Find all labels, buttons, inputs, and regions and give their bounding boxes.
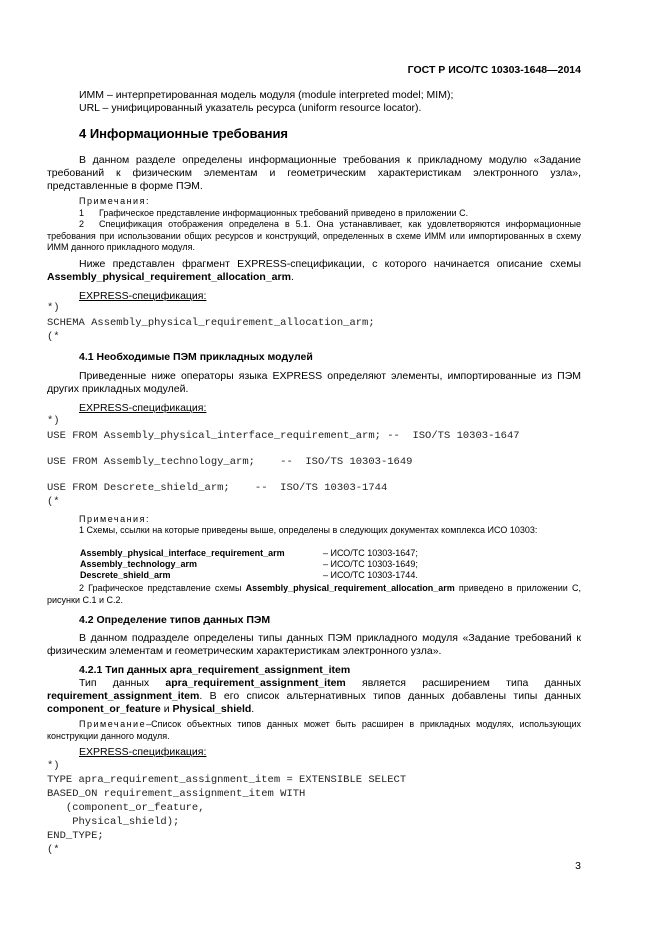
code-use-3: USE FROM Descrete_shield_arm; -- ISO/TS 10303-1744 — [47, 482, 388, 494]
section-4-1-text: Приведенные ниже операторы языка EXPRESS определяют элементы, импортированные из ПЭМ других прикладных модулей. — [47, 370, 581, 395]
express-intro — [47, 258, 581, 284]
section-4-title: 4 Информационные требования — [79, 126, 289, 141]
note-text: Спецификация отображения определена в 5.1. Она устанавливает, как удовлетворяются информационные требования при использовании общих ресурсов и конструкций, определенных в схеме ИММ или импортированных в схему ИММ данного прикладного модуля. — [47, 219, 581, 252]
code-open: *) — [47, 302, 60, 314]
note-text-end: приведено в приложении С, рисунки С.1 и С.2. — [47, 583, 582, 605]
schema-name: Assembly_physical_requirement_allocation_arm — [245, 583, 455, 593]
abbr-term: URL — [79, 102, 100, 114]
para-text: и — [160, 703, 173, 715]
document-id: ГОСТ Р ИСО/ТС 10303-1648—2014 — [407, 64, 581, 76]
ref-name: Descrete_shield_arm — [80, 570, 171, 580]
section-4-2-1-text — [47, 677, 581, 716]
para-text: Тип данных — [79, 677, 166, 689]
note-text: Графическое представление информационных требований приведено в приложении С. — [99, 208, 469, 218]
note-number: 2 — [79, 219, 85, 229]
type-name: requirement_assignment_item — [47, 690, 200, 702]
note-2 — [47, 219, 581, 254]
abbr-def: интерпретированная модель модуля (module interpreted model; MIM); — [115, 89, 454, 101]
abbr-url: URL – унифицированный указатель ресурса (uniform resource locator). — [79, 102, 422, 114]
note-number: 1 — [79, 208, 85, 218]
section-4-2-text: В данном подразделе определены типы данных ПЭМ прикладного модуля «Задание требований к физическим элементам и геометрическим характеристикам электронного узла». — [47, 632, 581, 657]
note-1: 1 Схемы, ссылки на которые приведены выше, определены в следующих документах комплекса ИСО 10303: — [79, 525, 538, 535]
express-spec-label: EXPRESS-спецификация: — [79, 746, 207, 758]
section-4-2-1-title: 4.2.1 Тип данных apra_requirement_assignment_item — [79, 664, 351, 676]
type-name: Physical_shield — [172, 703, 252, 715]
ref-doc: – ИСО/ТС 10303-1649; — [323, 559, 418, 569]
section-4-1-title: 4.1 Необходимые ПЭМ прикладных модулей — [79, 351, 313, 363]
type-name: apra_requirement_assignment_item — [165, 677, 346, 689]
ref-name: Assembly_physical_interface_requirement_arm — [80, 548, 285, 558]
note-text: 2 Графическое представление схемы — [79, 583, 246, 593]
para-text: является расширением типа данных — [345, 677, 581, 689]
ref-doc: – ИСО/ТС 10303-1647; — [323, 548, 418, 558]
code-line-4: Physical_shield); — [47, 816, 180, 828]
code-open: *) — [47, 760, 60, 772]
code-close: (* — [47, 331, 60, 343]
para-text: . В его список альтернативных типов данных добавлены типы данных — [199, 690, 581, 702]
notes-label: Примечания: — [79, 514, 150, 524]
code-use-1: USE FROM Assembly_physical_interface_requirement_arm; -- ISO/TS 10303-1647 — [47, 430, 520, 442]
code-close: (* — [47, 496, 60, 508]
code-line-1: TYPE apra_requirement_assignment_item = EXTENSIBLE SELECT — [47, 774, 407, 786]
section-4-intro: В данном разделе определены информационные требования к прикладному модулю «Задание требований к физическим элементам и геометрическим характеристикам электронного узла», представленные в форме ПЭМ. — [47, 154, 581, 192]
express-intro-end: . — [290, 271, 294, 283]
express-spec-label: EXPRESS-спецификация: — [79, 402, 207, 414]
abbr-term: ИММ — [79, 89, 105, 101]
code-open: *) — [47, 415, 60, 427]
abbr-mim: ИММ – интерпретированная модель модуля (module interpreted model; MIM); — [79, 89, 454, 101]
ref-name: Assembly_technology_arm — [80, 559, 198, 569]
note-text: –Список объектных типов данных может быть расширен в прикладных модулях, использующих конструкции данного модуля. — [47, 719, 581, 741]
section-4-2-title: 4.2 Определение типов данных ПЭМ — [79, 614, 271, 626]
note — [47, 719, 581, 742]
code-schema: SCHEMA Assembly_physical_requirement_allocation_arm; — [47, 317, 375, 329]
para-text: . — [251, 703, 255, 715]
express-intro-text: Ниже представлен фрагмент EXPRESS-спецификации, с которого начинается описание схемы — [79, 258, 581, 270]
code-use-2: USE FROM Assembly_technology_arm; -- ISO/TS 10303-1649 — [47, 456, 413, 468]
schema-name: Assembly_physical_requirement_allocation_arm — [47, 271, 291, 283]
notes-label: Примечания: — [79, 196, 150, 206]
page-number: 3 — [575, 860, 581, 872]
type-name: component_or_feature — [47, 703, 161, 715]
note-2 — [47, 583, 581, 606]
note-label: Примечание — [79, 719, 147, 729]
code-line-5: END_TYPE; — [47, 830, 104, 842]
code-close: (* — [47, 844, 60, 856]
abbr-def: унифицированный указатель ресурса (uniform resource locator). — [111, 102, 422, 114]
ref-doc: – ИСО/ТС 10303-1744. — [323, 570, 418, 580]
code-line-3: (component_or_feature, — [47, 802, 205, 814]
code-line-2: BASED_ON requirement_assignment_item WITH — [47, 788, 306, 800]
note-1 — [79, 208, 581, 220]
express-spec-label: EXPRESS-спецификация: — [79, 290, 207, 302]
